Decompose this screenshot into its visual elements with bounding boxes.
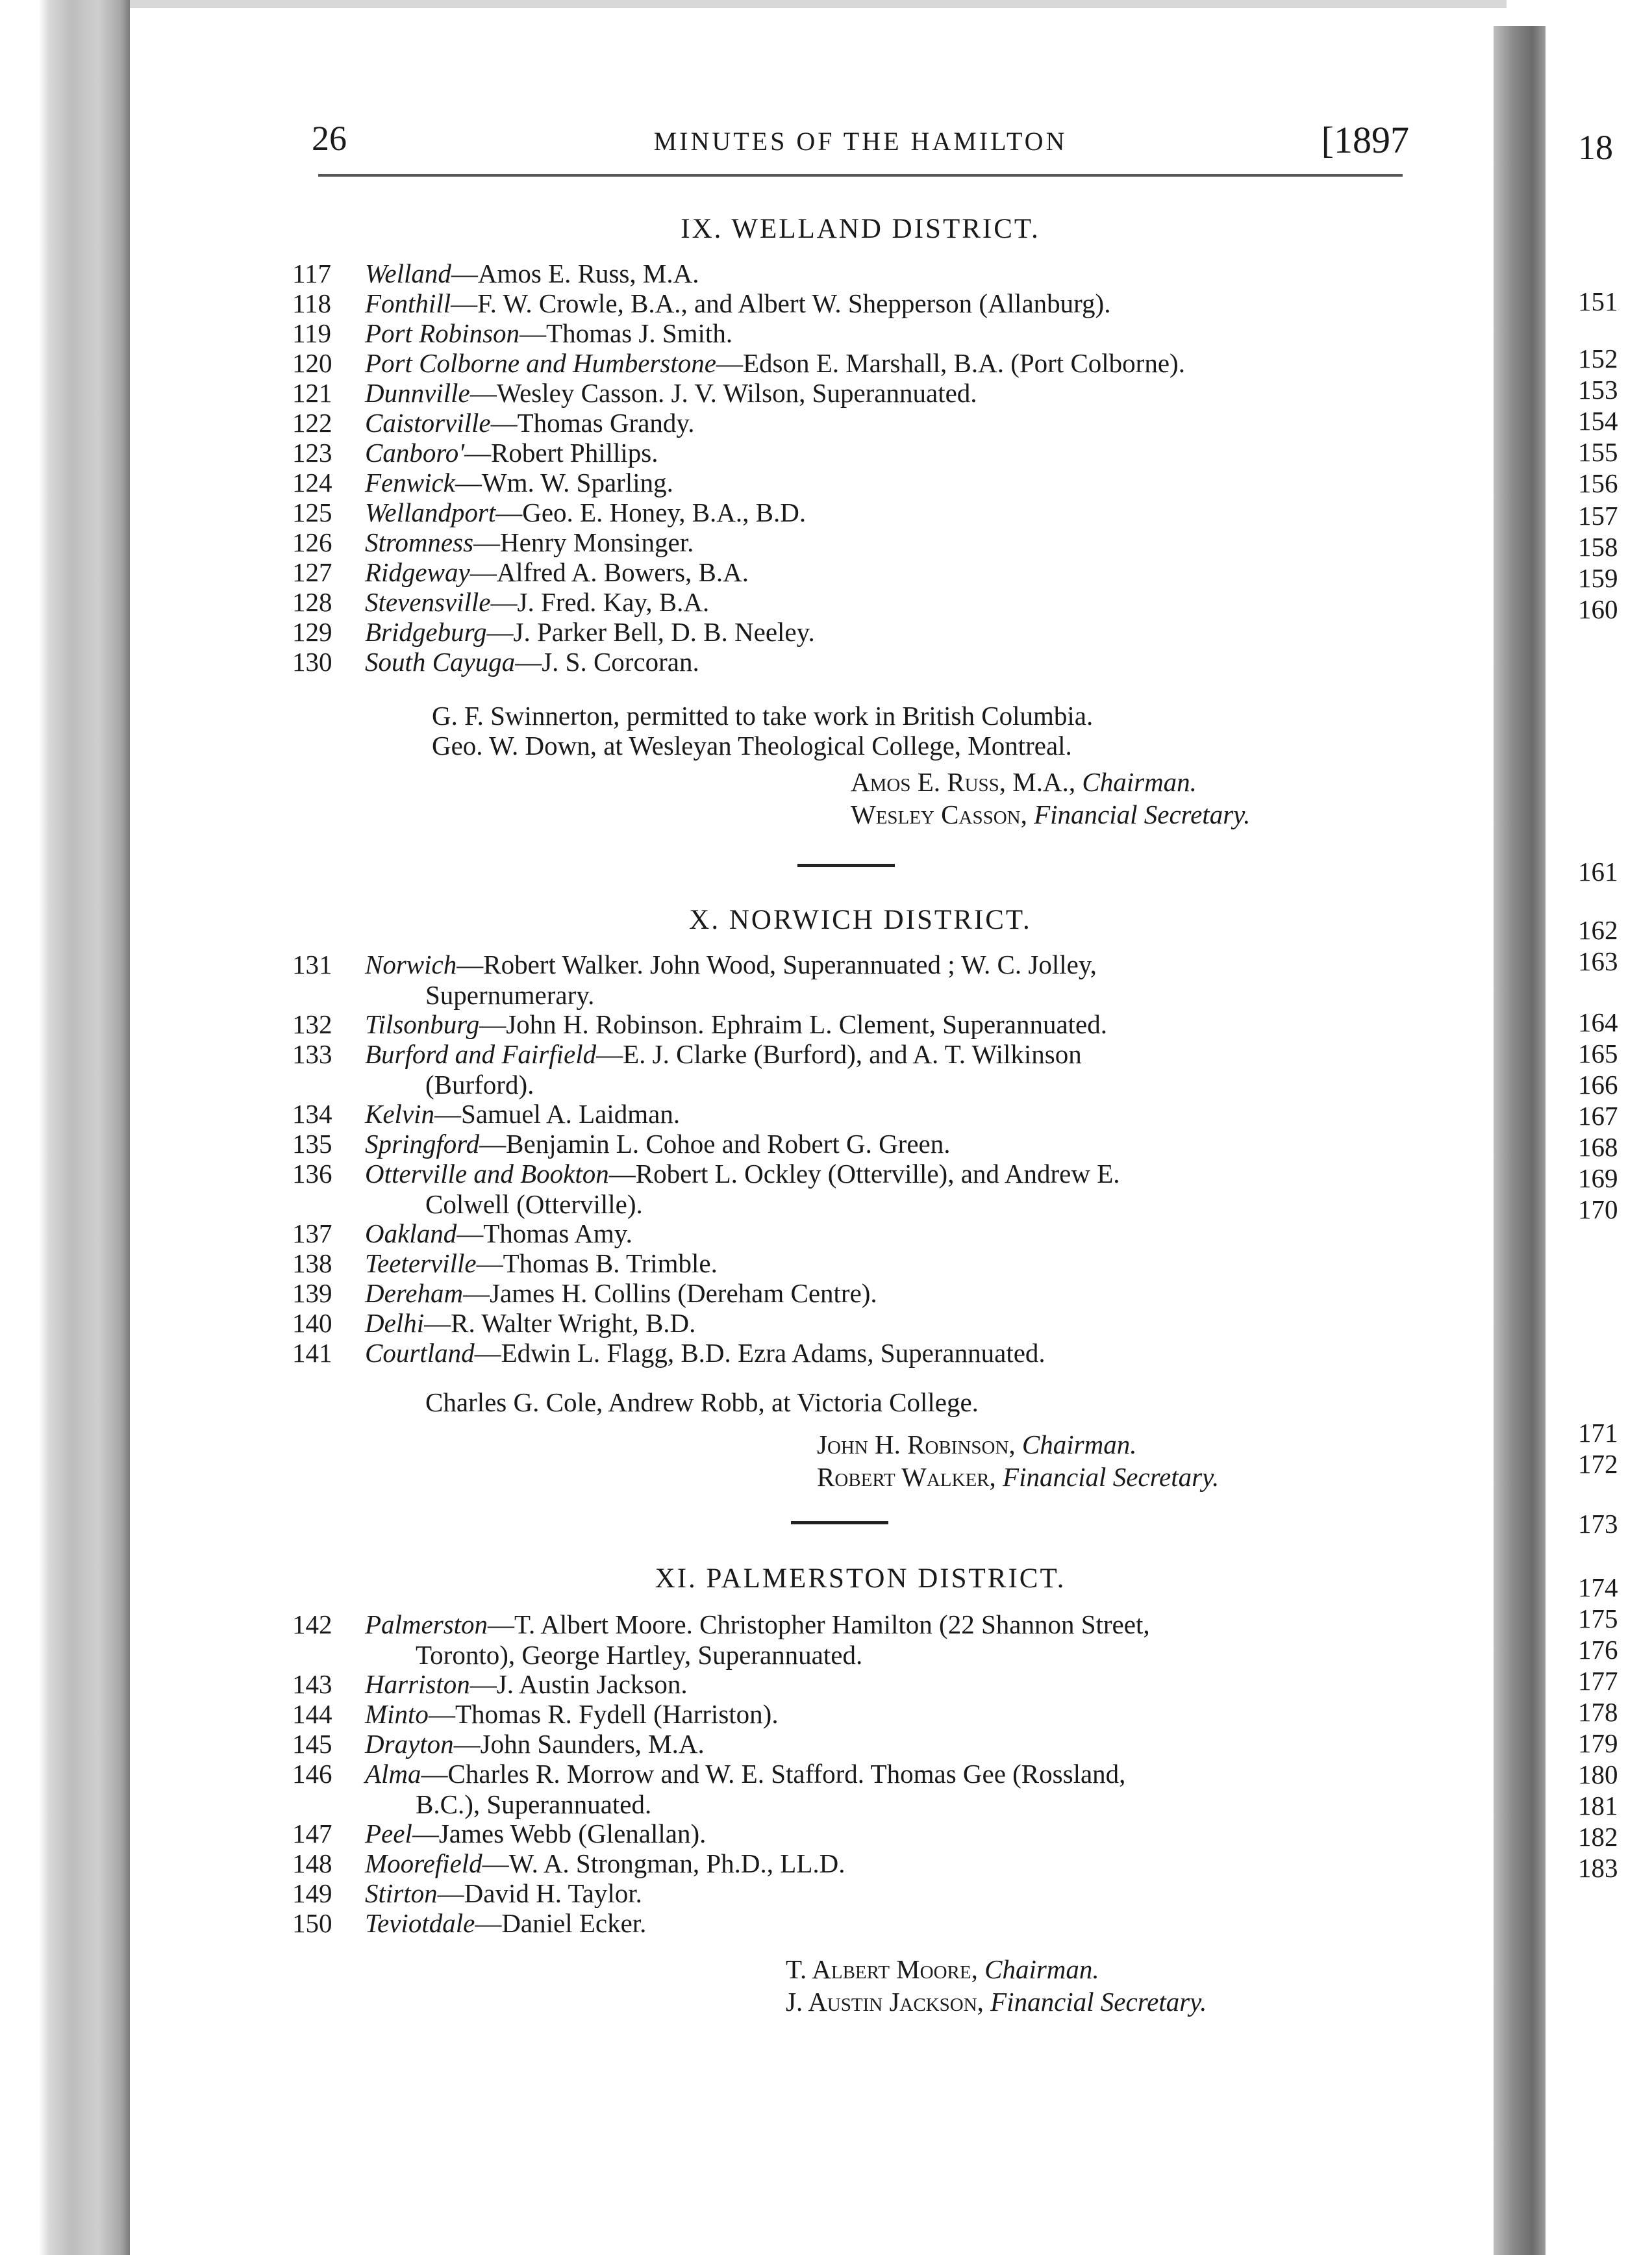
entry-text bbox=[365, 1338, 1045, 1368]
entry-text bbox=[365, 1819, 706, 1848]
circuit-name: Ridgeway bbox=[365, 557, 470, 587]
entry-text bbox=[365, 1039, 1082, 1069]
entry-continuation: (Burford). bbox=[425, 1070, 534, 1100]
entry-text bbox=[365, 557, 749, 587]
entry-number: 141 bbox=[292, 1338, 332, 1368]
running-head bbox=[312, 118, 1409, 164]
entry-continuation: B.C.), Superannuated. bbox=[416, 1789, 652, 1819]
entry-number: 127 bbox=[292, 557, 332, 587]
palmerston-chairman-name: T. Albert Moore, bbox=[786, 1954, 978, 1984]
district-heading-norwich: X. NORWICH DISTRICT. bbox=[689, 905, 1032, 935]
facing-page-entry-number: 160 bbox=[1578, 594, 1618, 624]
circuit-name: Palmerston bbox=[365, 1609, 488, 1639]
minister-names: —J. Fred. Kay, B.A. bbox=[490, 587, 710, 617]
entry-text bbox=[365, 1278, 877, 1308]
circuit-name: Bridgeburg bbox=[365, 617, 487, 647]
minister-names: —Robert Phillips. bbox=[464, 438, 658, 468]
minister-names: —Thomas R. Fydell (Harriston). bbox=[428, 1699, 779, 1729]
welland-secretary-title: Financial Secretary. bbox=[1034, 800, 1251, 829]
entry-number: 128 bbox=[292, 587, 332, 617]
minister-names: —F. W. Crowle, B.A., and Albert W. Shepperson (Allanburg). bbox=[451, 288, 1111, 318]
minister-names: —Thomas J. Smith. bbox=[519, 318, 733, 348]
scan-top-edge bbox=[130, 0, 1507, 8]
minister-names: —J. Parker Bell, D. B. Neeley. bbox=[486, 617, 815, 647]
entry-number: 126 bbox=[292, 527, 332, 557]
circuit-name: Wellandport bbox=[365, 498, 496, 527]
facing-page-entry-number: 175 bbox=[1578, 1604, 1618, 1633]
circuit-name: Fonthill bbox=[365, 288, 451, 318]
circuit-name: Fenwick bbox=[365, 468, 455, 498]
entry-continuation: Supernumerary. bbox=[425, 980, 595, 1010]
entry-number: 129 bbox=[292, 617, 332, 647]
entry-number: 133 bbox=[292, 1039, 332, 1069]
minister-names: —Daniel Ecker. bbox=[475, 1908, 647, 1938]
facing-page-entry-number: 179 bbox=[1578, 1728, 1618, 1758]
minister-names: —Edson E. Marshall, B.A. (Port Colborne). bbox=[716, 348, 1185, 378]
circuit-name: Norwich bbox=[365, 950, 457, 979]
minister-names: —E. J. Clarke (Burford), and A. T. Wilkinson bbox=[596, 1039, 1082, 1069]
minister-names: —Wesley Casson. J. V. Wilson, Superannuated. bbox=[469, 378, 977, 408]
welland-chairman-title: Chairman. bbox=[1082, 767, 1197, 797]
welland-chairman bbox=[851, 766, 1197, 798]
entry-text bbox=[365, 288, 1110, 318]
entry-number: 148 bbox=[292, 1848, 332, 1878]
welland-note-2: Geo. W. Down, at Wesleyan Theological College, Montreal. bbox=[432, 731, 1072, 761]
palmerston-chairman-title: Chairman. bbox=[984, 1954, 1099, 1984]
circuit-name: Minto bbox=[365, 1699, 429, 1729]
facing-page-entry-number: 176 bbox=[1578, 1635, 1618, 1665]
minister-names: —J. S. Corcoran. bbox=[515, 647, 699, 677]
palmerston-secretary bbox=[786, 1986, 1207, 2017]
entry-text bbox=[365, 950, 1097, 979]
minister-names: —J. Austin Jackson. bbox=[469, 1669, 688, 1699]
entry-text bbox=[365, 1609, 1150, 1639]
facing-page-entry-number: 169 bbox=[1578, 1163, 1618, 1193]
entry-text bbox=[365, 1099, 680, 1129]
entry-number: 122 bbox=[292, 408, 332, 438]
scan-binding-edge bbox=[1494, 26, 1546, 2255]
circuit-name: Springford bbox=[365, 1129, 480, 1159]
minister-names: —James H. Collins (Dereham Centre). bbox=[463, 1278, 877, 1308]
circuit-name: Canboro' bbox=[365, 438, 465, 468]
entry-text bbox=[365, 1218, 632, 1248]
circuit-name: Courtland bbox=[365, 1338, 475, 1368]
minister-names: —Geo. E. Honey, B.A., B.D. bbox=[495, 498, 807, 527]
running-year: [1897 bbox=[1321, 119, 1409, 161]
circuit-name: Stromness bbox=[365, 527, 474, 557]
facing-page-entry-number: 166 bbox=[1578, 1070, 1618, 1100]
circuit-name: Harriston bbox=[365, 1669, 470, 1699]
minister-names: —W. A. Strongman, Ph.D., LL.D. bbox=[482, 1848, 845, 1878]
minister-names: —Thomas Grandy. bbox=[490, 408, 695, 438]
circuit-name: Tilsonburg bbox=[365, 1009, 480, 1039]
circuit-name: Moorefield bbox=[365, 1848, 482, 1878]
entry-text bbox=[365, 1729, 705, 1759]
facing-page-entry-number: 178 bbox=[1578, 1697, 1618, 1727]
norwich-secretary bbox=[817, 1461, 1219, 1493]
minister-names: —Amos E. Russ, M.A. bbox=[451, 258, 699, 288]
facing-page-entry-number: 158 bbox=[1578, 532, 1618, 562]
minister-names: —Thomas B. Trimble. bbox=[476, 1248, 718, 1278]
running-title: MINUTES OF THE HAMILTON bbox=[653, 127, 1068, 156]
norwich-secretary-title: Financial Secretary. bbox=[1003, 1462, 1220, 1492]
entry-number: 150 bbox=[292, 1908, 332, 1938]
entry-number: 134 bbox=[292, 1099, 332, 1129]
palmerston-chairman bbox=[786, 1954, 1099, 1985]
entry-number: 137 bbox=[292, 1218, 332, 1248]
facing-page-entry-number: 151 bbox=[1578, 286, 1618, 316]
header-rule bbox=[318, 174, 1403, 177]
entry-number: 123 bbox=[292, 438, 332, 468]
circuit-name: Dereham bbox=[365, 1278, 464, 1308]
entry-text bbox=[365, 647, 699, 677]
facing-page-entry-number: 154 bbox=[1578, 406, 1618, 436]
entry-text bbox=[365, 468, 673, 498]
minister-names: —David H. Taylor. bbox=[437, 1878, 642, 1908]
minister-names: —T. Albert Moore. Christopher Hamilton (22 Shannon Street, bbox=[488, 1609, 1150, 1639]
circuit-name: Port Colborne and Humberstone bbox=[365, 348, 716, 378]
facing-page-entry-number: 152 bbox=[1578, 344, 1618, 373]
entry-number: 135 bbox=[292, 1129, 332, 1159]
entry-text bbox=[365, 1009, 1107, 1039]
entry-text bbox=[365, 1848, 845, 1878]
entry-text bbox=[365, 617, 815, 647]
entry-text bbox=[365, 258, 699, 288]
minister-names: —Thomas Amy. bbox=[457, 1218, 632, 1248]
circuit-name: Drayton bbox=[365, 1729, 454, 1759]
facing-page-entry-number: 170 bbox=[1578, 1194, 1618, 1224]
norwich-secretary-name: Robert Walker, bbox=[817, 1462, 996, 1492]
facing-page-entry-number: 162 bbox=[1578, 915, 1618, 945]
facing-page-entry-number: 167 bbox=[1578, 1101, 1618, 1131]
norwich-chairman bbox=[817, 1429, 1136, 1460]
circuit-name: Stirton bbox=[365, 1878, 438, 1908]
minister-names: —James Webb (Glenallan). bbox=[412, 1819, 707, 1848]
circuit-name: Kelvin bbox=[365, 1099, 435, 1129]
section-divider bbox=[797, 864, 895, 867]
circuit-name: Alma bbox=[365, 1759, 421, 1789]
minister-names: —Robert Walker. John Wood, Superannuated ; W. C. Jolley, bbox=[457, 950, 1097, 979]
minister-names: —Robert L. Ockley (Otterville), and Andrew E. bbox=[608, 1159, 1120, 1189]
circuit-name: Stevensville bbox=[365, 587, 491, 617]
welland-secretary bbox=[851, 799, 1250, 830]
facing-page-entry-number: 156 bbox=[1578, 468, 1618, 498]
facing-page-entry-number: 173 bbox=[1578, 1509, 1618, 1539]
entry-number: 144 bbox=[292, 1699, 332, 1729]
entry-text bbox=[365, 587, 709, 617]
entry-text bbox=[365, 318, 732, 348]
entry-number: 140 bbox=[292, 1308, 332, 1338]
welland-chairman-name: Amos E. Russ, M.A., bbox=[851, 767, 1076, 797]
circuit-name: Teeterville bbox=[365, 1248, 477, 1278]
facing-page-entry-number: 171 bbox=[1578, 1418, 1618, 1448]
entry-number: 138 bbox=[292, 1248, 332, 1278]
entry-number: 119 bbox=[292, 318, 331, 348]
welland-secretary-name: Wesley Casson, bbox=[851, 800, 1027, 829]
circuit-name: Burford and Fairfield bbox=[365, 1039, 597, 1069]
entry-number: 145 bbox=[292, 1729, 332, 1759]
minister-names: —Samuel A. Laidman. bbox=[434, 1099, 681, 1129]
entry-number: 121 bbox=[292, 378, 332, 408]
entry-number: 124 bbox=[292, 468, 332, 498]
facing-page-entry-number: 182 bbox=[1578, 1822, 1618, 1852]
palmerston-secretary-name: J. Austin Jackson, bbox=[786, 1987, 984, 2017]
circuit-name: Port Robinson bbox=[365, 318, 520, 348]
facing-page-entry-number: 153 bbox=[1578, 375, 1618, 405]
entry-number: 146 bbox=[292, 1759, 332, 1789]
circuit-name: Otterville and Bookton bbox=[365, 1159, 609, 1189]
norwich-note-1: Charles G. Cole, Andrew Robb, at Victoria College. bbox=[425, 1387, 979, 1417]
entry-number: 118 bbox=[292, 288, 331, 318]
circuit-name: Dunnville bbox=[365, 378, 470, 408]
entry-continuation: Toronto), George Hartley, Superannuated. bbox=[416, 1640, 863, 1670]
entry-number: 143 bbox=[292, 1669, 332, 1699]
entry-text bbox=[365, 438, 658, 468]
entry-number: 149 bbox=[292, 1878, 332, 1908]
entry-text bbox=[365, 1308, 695, 1338]
entry-number: 117 bbox=[292, 258, 331, 288]
circuit-name: Welland bbox=[365, 258, 451, 288]
entry-number: 120 bbox=[292, 348, 332, 378]
facing-page-entry-number: 165 bbox=[1578, 1039, 1618, 1068]
district-heading-palmerston: XI. PALMERSTON DISTRICT. bbox=[655, 1563, 1066, 1594]
section-divider bbox=[791, 1521, 888, 1524]
facing-page-entry-number: 161 bbox=[1578, 857, 1618, 887]
minister-names: —Charles R. Morrow and W. E. Stafford. Thomas Gee (Rossland, bbox=[421, 1759, 1126, 1789]
facing-page-entry-number: 157 bbox=[1578, 501, 1618, 531]
facing-page-entry-number: 181 bbox=[1578, 1791, 1618, 1820]
minister-names: —Alfred A. Bowers, B.A. bbox=[469, 557, 749, 587]
entry-text bbox=[365, 1699, 779, 1729]
norwich-chairman-title: Chairman. bbox=[1021, 1430, 1137, 1459]
entry-text bbox=[365, 348, 1185, 378]
minister-names: —Edwin L. Flagg, B.D. Ezra Adams, Superannuated. bbox=[474, 1338, 1045, 1368]
minister-names: —John Saunders, M.A. bbox=[453, 1729, 705, 1759]
entry-text bbox=[365, 1878, 642, 1908]
circuit-name: Delhi bbox=[365, 1308, 425, 1338]
facing-page-entry-number: 177 bbox=[1578, 1666, 1618, 1696]
entry-number: 136 bbox=[292, 1159, 332, 1189]
minister-names: —Henry Monsinger. bbox=[473, 527, 694, 557]
welland-note-1: G. F. Swinnerton, permitted to take work in British Columbia. bbox=[432, 701, 1094, 731]
facing-page-entry-number: 174 bbox=[1578, 1572, 1618, 1602]
circuit-name: Oakland bbox=[365, 1218, 457, 1248]
entry-text bbox=[365, 378, 977, 408]
entry-text bbox=[365, 1129, 950, 1159]
facing-page-entry-number: 155 bbox=[1578, 437, 1618, 467]
circuit-name: Caistorville bbox=[365, 408, 491, 438]
minister-names: —Benjamin L. Cohoe and Robert G. Green. bbox=[479, 1129, 951, 1159]
entry-text bbox=[365, 1669, 688, 1699]
minister-names: —R. Walter Wright, B.D. bbox=[424, 1308, 696, 1338]
district-heading-welland: IX. WELLAND DISTRICT. bbox=[681, 214, 1040, 244]
facing-page-entry-number: 163 bbox=[1578, 946, 1618, 976]
entry-text bbox=[365, 527, 694, 557]
facing-page-entry-number: 164 bbox=[1578, 1007, 1618, 1037]
entry-number: 130 bbox=[292, 647, 332, 677]
circuit-name: South Cayuga bbox=[365, 647, 516, 677]
entry-number: 125 bbox=[292, 498, 332, 527]
minister-names: —Wm. W. Sparling. bbox=[455, 468, 673, 498]
entry-number: 142 bbox=[292, 1609, 332, 1639]
entry-text bbox=[365, 408, 695, 438]
entry-number: 139 bbox=[292, 1278, 332, 1308]
entry-number: 132 bbox=[292, 1009, 332, 1039]
entry-text bbox=[365, 1248, 718, 1278]
entry-text bbox=[365, 1908, 646, 1938]
scan-gutter bbox=[0, 0, 130, 2255]
minister-names: —John H. Robinson. Ephraim L. Clement, Superannuated. bbox=[479, 1009, 1108, 1039]
palmerston-secretary-title: Financial Secretary. bbox=[990, 1987, 1207, 2017]
page-number: 26 bbox=[312, 119, 347, 158]
entry-text bbox=[365, 498, 806, 527]
norwich-chairman-name: John H. Robinson, bbox=[817, 1430, 1016, 1459]
facing-page-header: 18 bbox=[1578, 128, 1613, 167]
entry-continuation: Colwell (Otterville). bbox=[425, 1189, 643, 1219]
facing-page-entry-number: 168 bbox=[1578, 1132, 1618, 1162]
facing-page-entry-number: 172 bbox=[1578, 1449, 1618, 1479]
entry-text bbox=[365, 1759, 1125, 1789]
entry-number: 131 bbox=[292, 950, 332, 979]
circuit-name: Teviotdale bbox=[365, 1908, 475, 1938]
circuit-name: Peel bbox=[365, 1819, 412, 1848]
entry-number: 147 bbox=[292, 1819, 332, 1848]
entry-text bbox=[365, 1159, 1120, 1189]
facing-page-entry-number: 159 bbox=[1578, 563, 1618, 593]
facing-page-entry-number: 183 bbox=[1578, 1853, 1618, 1883]
facing-page-entry-number: 180 bbox=[1578, 1759, 1618, 1789]
